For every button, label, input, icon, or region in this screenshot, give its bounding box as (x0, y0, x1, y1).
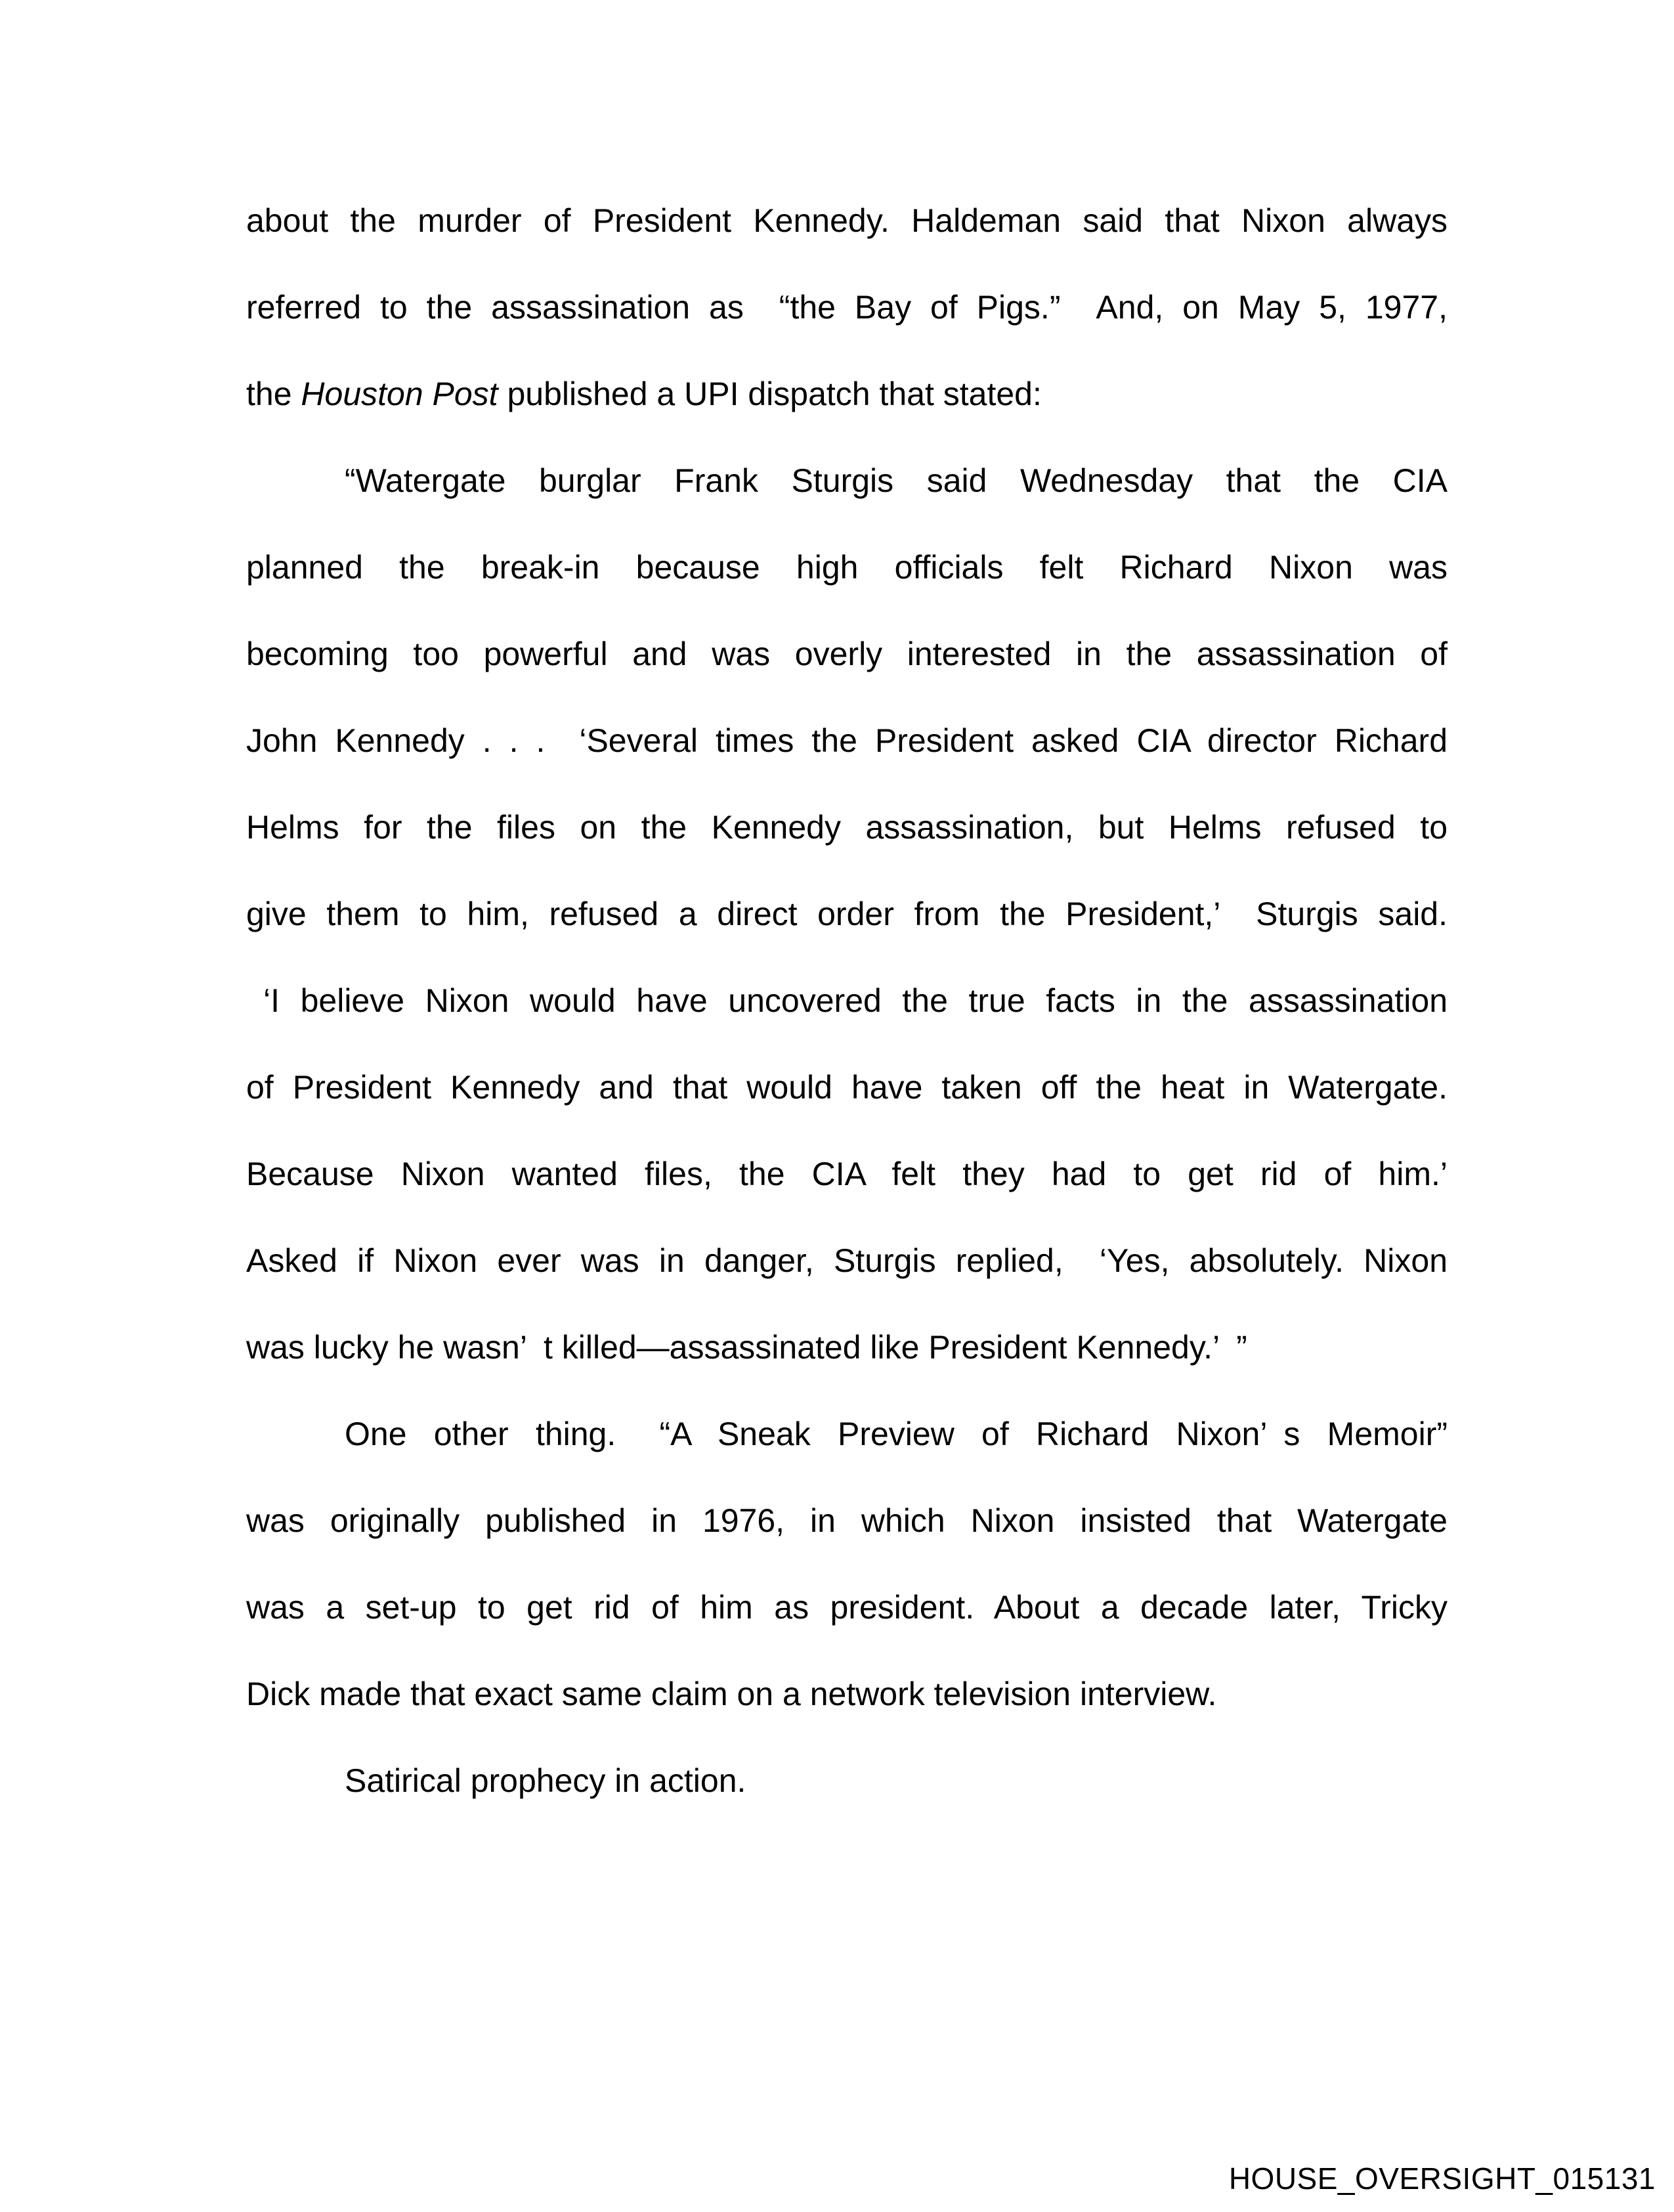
text-segment: published a UPI dispatch that stated: (498, 376, 1042, 412)
text-line (246, 1044, 1448, 1131)
text-line (246, 264, 1448, 351)
text-segment: ‘I believe Nixon would have uncovered the true facts in the assassination (263, 982, 1448, 1019)
text-segment: Dick made that exact same claim on a network television interview. (246, 1676, 1217, 1712)
italic-publication-name: Houston Post (301, 376, 498, 412)
text-segment: was a set-up to get rid of him as president. About a decade later, Tricky (246, 1589, 1448, 1626)
text-segment: becoming too powerful and was overly interested in the assassination of (246, 636, 1448, 672)
text-segment: One other thing. “A Sneak Preview of Richard Nixon’ s Memoir” (345, 1416, 1448, 1452)
text-line (246, 1391, 1448, 1477)
text-segment: John Kennedy . . . ‘Several times the President asked CIA director Richard (246, 722, 1448, 759)
document-body (246, 177, 1448, 1824)
bates-number: HOUSE_OVERSIGHT_015131 (1228, 2161, 1656, 2196)
text-segment: Because Nixon wanted files, the CIA felt they had to get rid of him.’ (246, 1156, 1448, 1192)
text-segment: was lucky he wasn’ t killed—assassinated like President Kennedy.’ ” (246, 1329, 1247, 1366)
text-segment: “Watergate burglar Frank Sturgis said Wednesday that the CIA (345, 462, 1448, 499)
text-line (246, 871, 1448, 957)
text-line (246, 1737, 1448, 1824)
text-line (246, 784, 1448, 871)
text-segment: give them to him, refused a direct order from the President,’ Sturgis said. (246, 896, 1448, 932)
text-line (246, 437, 1448, 524)
text-segment: Satirical prophecy in action. (345, 1762, 746, 1799)
text-segment: was originally published in 1976, in which Nixon insisted that Watergate (246, 1502, 1448, 1539)
text-segment: the (246, 376, 301, 412)
text-segment: referred to the assassination as “the Bay of Pigs.” And, on May 5, 1977, (246, 289, 1448, 326)
text-segment: planned the break-in because high officials felt Richard Nixon was (246, 549, 1448, 586)
text-line (246, 177, 1448, 264)
text-line (246, 1651, 1448, 1737)
text-line (246, 957, 1448, 1044)
text-line (246, 697, 1448, 784)
text-segment: Helms for the files on the Kennedy assassination, but Helms refused to (246, 809, 1448, 846)
text-line (246, 1131, 1448, 1217)
text-line (246, 524, 1448, 611)
text-segment: of President Kennedy and that would have taken off the heat in Watergate. (246, 1069, 1448, 1106)
text-line (246, 1564, 1448, 1651)
text-segment: Asked if Nixon ever was in danger, Sturgis replied, ‘Yes, absolutely. Nixon (246, 1242, 1448, 1279)
text-line (246, 611, 1448, 697)
text-segment: about the murder of President Kennedy. Haldeman said that Nixon always (246, 202, 1448, 239)
text-line (246, 1477, 1448, 1564)
text-line (246, 1304, 1448, 1391)
text-line (246, 351, 1448, 437)
text-line (246, 1217, 1448, 1304)
